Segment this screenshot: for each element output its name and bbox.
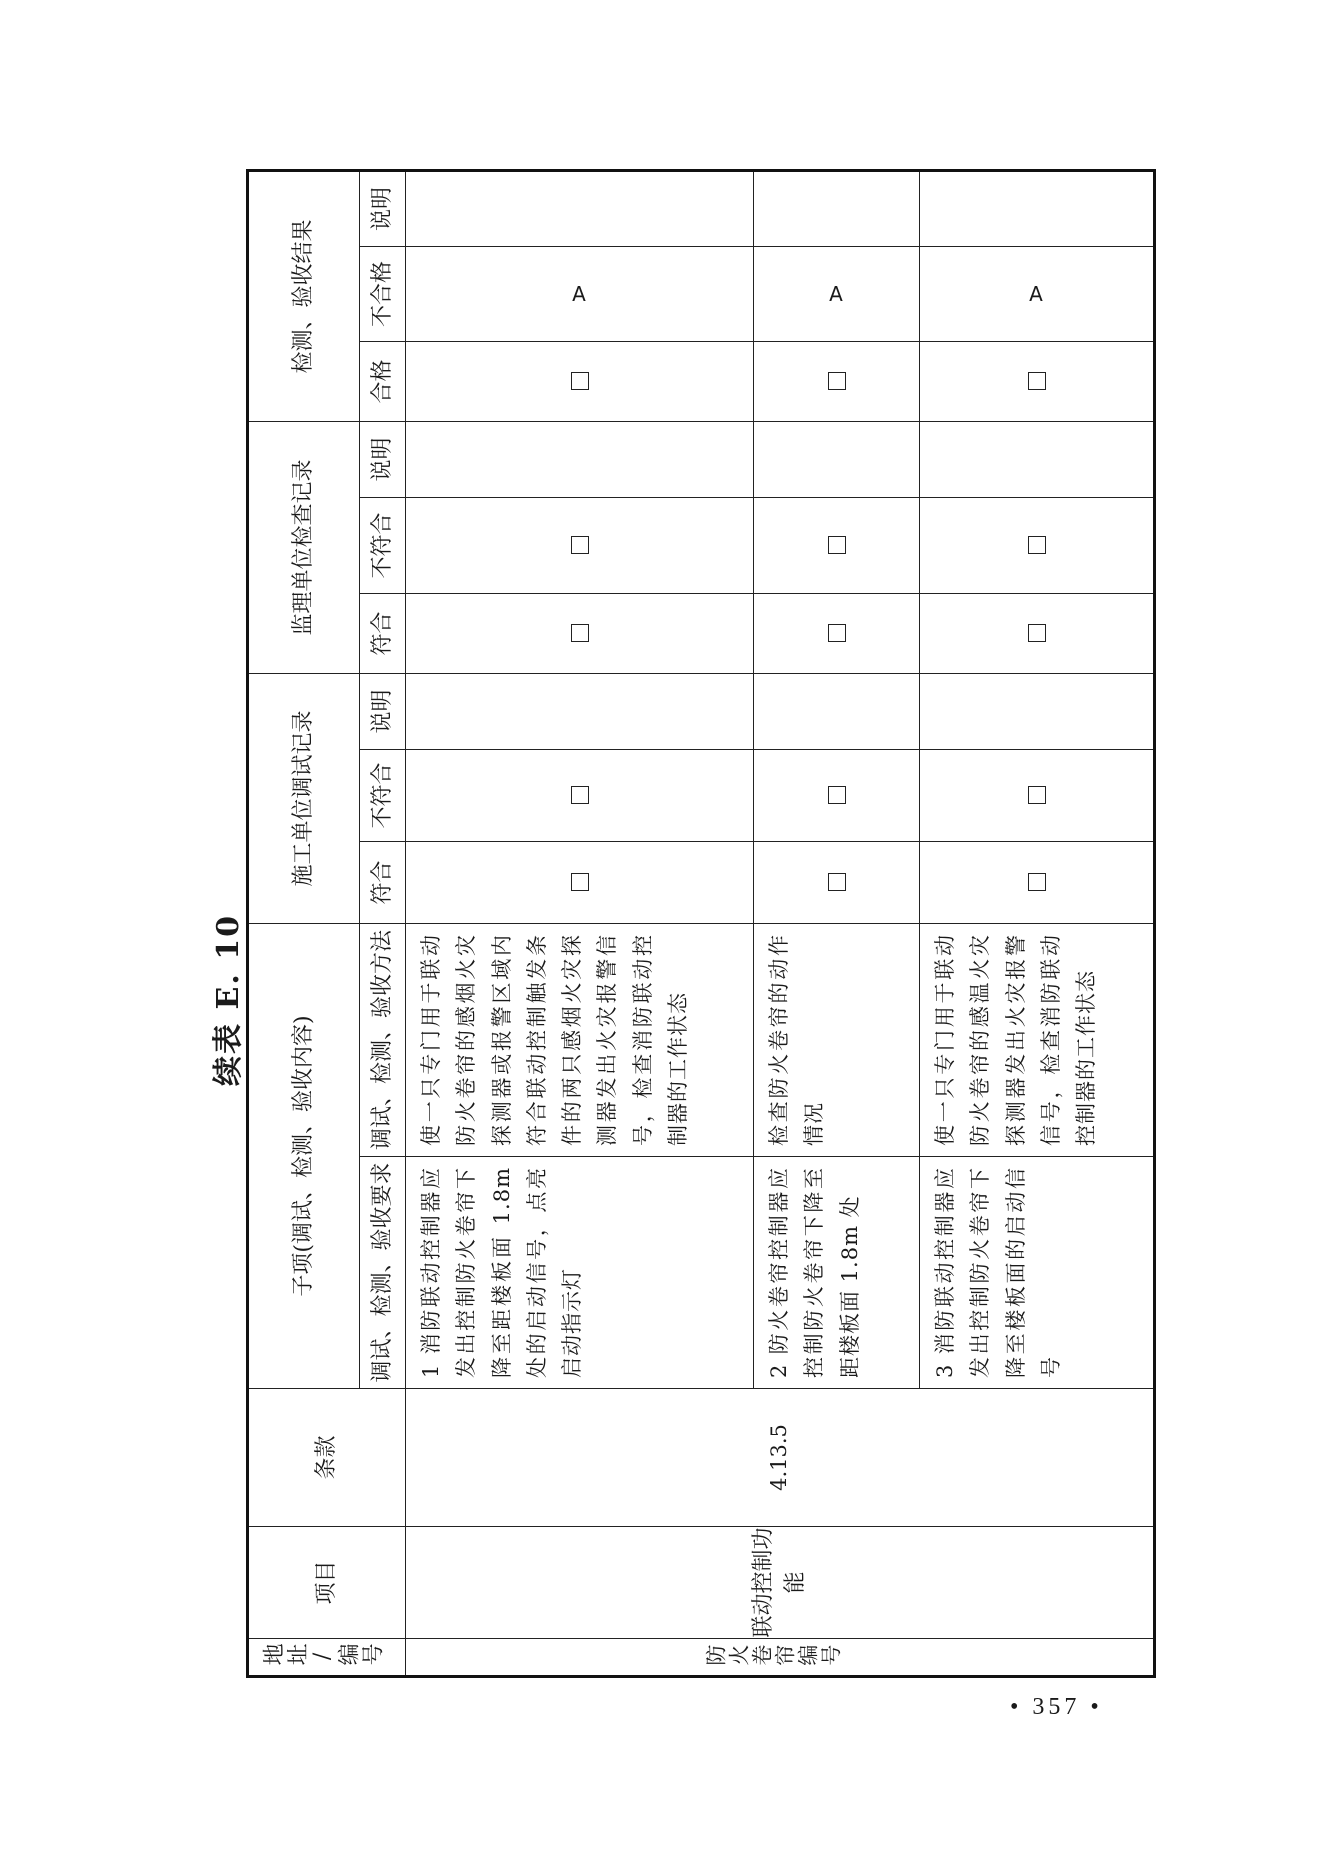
construction-note-cell: [920, 673, 1155, 749]
construction-non-conform-checkbox[interactable]: [754, 749, 920, 841]
supervision-note-cell: [406, 421, 754, 497]
header-supervision-non-conform: 不符合: [360, 497, 406, 593]
unqualified-mark: A: [920, 246, 1155, 341]
page-number: • 357 •: [1010, 1694, 1103, 1720]
unqualified-mark: A: [406, 246, 754, 341]
inspection-table: [246, 169, 1156, 1678]
requirement-cell: 3 消防联动控制器应发出控制防火卷帘下降至楼板面的启动信号: [920, 1157, 1155, 1389]
result-note-cell: [406, 170, 754, 246]
header-supervision-note: 说明: [360, 421, 406, 497]
address-number-cell: 防火卷帘编号: [406, 1639, 1155, 1677]
supervision-conform-checkbox[interactable]: [920, 593, 1155, 673]
header-construction-conform: 符合: [360, 841, 406, 923]
header-requirement: 调试、检测、验收要求: [360, 1157, 406, 1389]
header-supervision-record: 监理单位检查记录: [248, 421, 360, 673]
header-project: 项目: [248, 1527, 406, 1639]
result-note-cell: [920, 170, 1155, 246]
table-row: [406, 170, 754, 1676]
supervision-non-conform-checkbox[interactable]: [920, 497, 1155, 593]
method-cell: 使一只专门用于联动防火卷帘的感温火灾探测器发出火灾报警信号，检查消防联动控制器的工作状态: [920, 923, 1155, 1156]
unqualified-mark: A: [754, 246, 920, 341]
header-inspection-result: 检测、验收结果: [248, 170, 360, 421]
header-construction-note: 说明: [360, 673, 406, 749]
header-result-note: 说明: [360, 170, 406, 246]
supervision-conform-checkbox[interactable]: [754, 593, 920, 673]
method-cell: 检查防火卷帘的动作情况: [754, 923, 920, 1156]
construction-non-conform-checkbox[interactable]: [406, 749, 754, 841]
requirement-cell: 2 防火卷帘控制器应控制防火卷帘下降至距楼板面 1.8m 处: [754, 1157, 920, 1389]
qualified-checkbox[interactable]: [754, 341, 920, 421]
header-address-number: 地址/编号: [248, 1639, 406, 1677]
construction-non-conform-checkbox[interactable]: [920, 749, 1155, 841]
construction-note-cell: [406, 673, 754, 749]
qualified-checkbox[interactable]: [920, 341, 1155, 421]
header-qualified: 合格: [360, 341, 406, 421]
supervision-note-cell: [920, 421, 1155, 497]
supervision-conform-checkbox[interactable]: [406, 593, 754, 673]
method-cell: 使一只专门用于联动防火卷帘的感烟火灾探测器或报警区域内符合联动控制触发条件的两只感烟火灾探测器发出火灾报警信号，检查消防联动控制器的工作状态: [406, 923, 754, 1156]
supervision-non-conform-checkbox[interactable]: [754, 497, 920, 593]
header-method: 调试、检测、验收方法: [360, 923, 406, 1156]
header-construction-record: 施工单位调试记录: [248, 673, 360, 923]
supervision-note-cell: [754, 421, 920, 497]
construction-conform-checkbox[interactable]: [406, 841, 754, 923]
header-sub-item: 子项(调试、检测、验收内容): [248, 923, 360, 1388]
project-cell: 联动控制功能: [406, 1527, 1155, 1639]
header-construction-non-conform: 不符合: [360, 749, 406, 841]
requirement-cell: 1 消防联动控制器应发出控制防火卷帘下降至距楼板面 1.8m 处的启动信号，点亮启动指示灯: [406, 1157, 754, 1389]
continued-table-e10: [246, 186, 1153, 1678]
supervision-non-conform-checkbox[interactable]: [406, 497, 754, 593]
clause-cell: 4.13.5: [406, 1389, 1155, 1527]
construction-conform-checkbox[interactable]: [754, 841, 920, 923]
result-note-cell: [754, 170, 920, 246]
header-supervision-conform: 符合: [360, 593, 406, 673]
header-unqualified: 不合格: [360, 246, 406, 341]
qualified-checkbox[interactable]: [406, 341, 754, 421]
construction-conform-checkbox[interactable]: [920, 841, 1155, 923]
construction-note-cell: [754, 673, 920, 749]
header-clause: 条款: [248, 1389, 406, 1527]
